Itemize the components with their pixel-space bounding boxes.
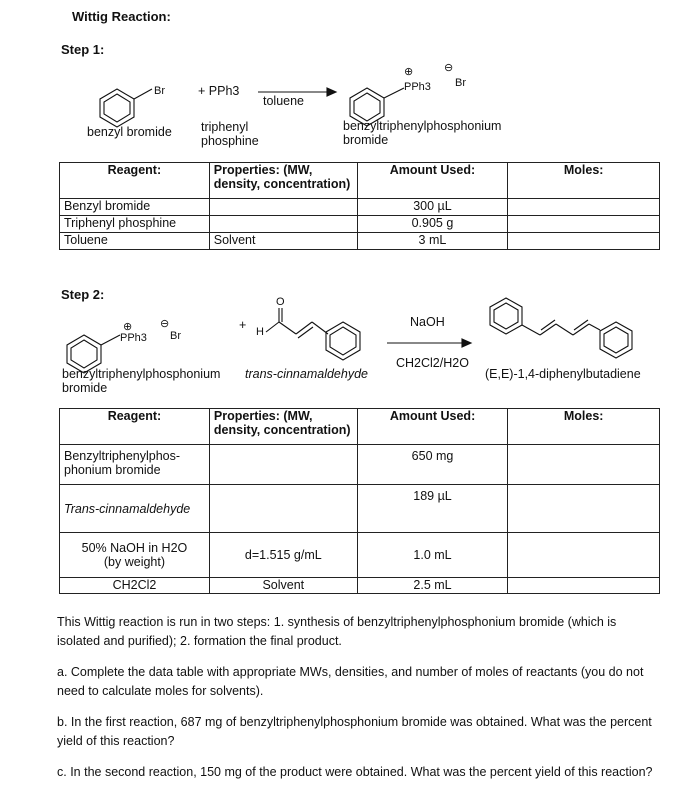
- cinnamaldehyde-structure: [266, 308, 360, 360]
- triphenyl-phosphine-label-2: phosphine: [201, 134, 259, 148]
- table-row: [60, 233, 660, 250]
- naoh-condition: NaOH: [410, 315, 445, 329]
- reagent-cell: Benzyltriphenylphos-phonium bromide: [60, 445, 210, 485]
- properties-cell[interactable]: [209, 445, 357, 485]
- step1-heading: Step 1:: [61, 42, 105, 57]
- moles-cell: [508, 233, 660, 250]
- questions-block: [57, 613, 657, 794]
- amount-cell: 2.5 mL: [357, 578, 508, 594]
- reagent-cell: 50% NaOH in H2O (by weight): [60, 533, 210, 578]
- amount-cell: 0.905 g: [357, 216, 508, 233]
- table-row: [60, 485, 660, 533]
- aldehyde-o: O: [276, 296, 285, 308]
- product-label-2: bromide: [343, 133, 389, 147]
- amount-cell: 189 µL: [357, 485, 508, 533]
- properties-cell[interactable]: [209, 216, 357, 233]
- page-title: Wittig Reaction:: [72, 9, 171, 24]
- table-row: [60, 578, 660, 594]
- header-moles: Moles:: [508, 409, 660, 445]
- phosphonium-label-2: bromide: [62, 381, 108, 395]
- reagent-cell: Toluene: [60, 233, 210, 250]
- pph3-substituent: PPh3: [120, 332, 147, 344]
- amount-cell: 650 mg: [357, 445, 508, 485]
- amount-cell: 1.0 mL: [357, 533, 508, 578]
- benzyl-bromide-label: benzyl bromide: [87, 125, 172, 139]
- table-row: [60, 216, 660, 233]
- question-a: a. Complete the data table with appropriate MWs, densities, and number of moles of reactants (you do not need to calculate moles for solvents).: [57, 665, 644, 698]
- cinnamaldehyde-label: trans-cinnamaldehyde: [245, 367, 368, 381]
- moles-cell[interactable]: [508, 445, 660, 485]
- triphenyl-phosphine-label-1: triphenyl: [201, 120, 249, 134]
- properties-cell[interactable]: [209, 199, 357, 216]
- product-label: (E,E)-1,4-diphenylbutadiene: [485, 367, 641, 381]
- header-properties: Properties: (MW, density, concentration): [209, 409, 357, 445]
- solvent-condition: CH2Cl2/H2O: [396, 356, 469, 370]
- header-amount: Amount Used:: [357, 163, 508, 199]
- product-label-1: benzyltriphenylphosphonium: [343, 119, 502, 133]
- br-counterion: Br: [455, 77, 466, 89]
- minus-charge-icon: ⊖: [160, 318, 170, 330]
- properties-cell: Solvent: [209, 578, 357, 594]
- phosphonium-label-1: benzyltriphenylphosphonium: [62, 367, 221, 381]
- header-reagent: Reagent:: [60, 163, 210, 199]
- properties-cell: Solvent: [209, 233, 357, 250]
- reagent-cell: Benzyl bromide: [60, 199, 210, 216]
- header-reagent: Reagent:: [60, 409, 210, 445]
- pph3-reagent: + PPh3: [198, 84, 240, 98]
- step1-data-table: [59, 162, 660, 250]
- table-header-row: [60, 409, 660, 445]
- plus-charge-icon: ⊕: [123, 321, 133, 333]
- toluene-condition: toluene: [263, 94, 305, 108]
- minus-charge-icon: ⊖: [444, 62, 454, 74]
- intro-paragraph: This Wittig reaction is run in two steps: 1. synthesis of benzyltriphenylphosphonium bromide (which is isolated and purified); 2. formation the final product.: [57, 615, 617, 648]
- header-properties: Properties: (MW, density, concentration): [209, 163, 357, 199]
- plus-sign: +: [239, 318, 247, 332]
- br-counterion: Br: [170, 330, 181, 342]
- amount-cell: 3 mL: [357, 233, 508, 250]
- moles-cell[interactable]: [508, 533, 660, 578]
- question-b: b. In the first reaction, 687 mg of benzyltriphenylphosphonium bromide was obtained. What was the percent yield of this reaction?: [57, 715, 652, 748]
- amount-cell: 300 µL: [357, 199, 508, 216]
- moles-cell[interactable]: [508, 216, 660, 233]
- step2-heading: Step 2:: [61, 287, 105, 302]
- properties-cell[interactable]: [209, 485, 357, 533]
- table-row: [60, 445, 660, 485]
- moles-cell[interactable]: [508, 199, 660, 216]
- reagent-cell: Trans-cinnamaldehyde: [60, 485, 210, 533]
- header-amount: Amount Used:: [357, 409, 508, 445]
- br-substituent: Br: [154, 85, 165, 97]
- table-row: [60, 533, 660, 578]
- pph3-substituent: PPh3: [404, 81, 431, 93]
- step2-data-table: [59, 408, 660, 594]
- plus-charge-icon: ⊕: [404, 66, 414, 78]
- diphenylbutadiene-structure: [490, 298, 632, 358]
- properties-cell: d=1.515 g/mL: [209, 533, 357, 578]
- reagent-cell: Triphenyl phosphine: [60, 216, 210, 233]
- aldehyde-h: H: [256, 326, 264, 338]
- table-row: [60, 199, 660, 216]
- table-header-row: [60, 163, 660, 199]
- reaction-arrow-icon: [387, 339, 471, 347]
- question-c: c. In the second reaction, 150 mg of the product were obtained. What was the percent yield of this reaction?: [57, 765, 653, 779]
- moles-cell: [508, 578, 660, 594]
- header-moles: Moles:: [508, 163, 660, 199]
- reagent-cell: CH2Cl2: [60, 578, 210, 594]
- moles-cell[interactable]: [508, 485, 660, 533]
- benzene-ring-icon: [100, 89, 152, 127]
